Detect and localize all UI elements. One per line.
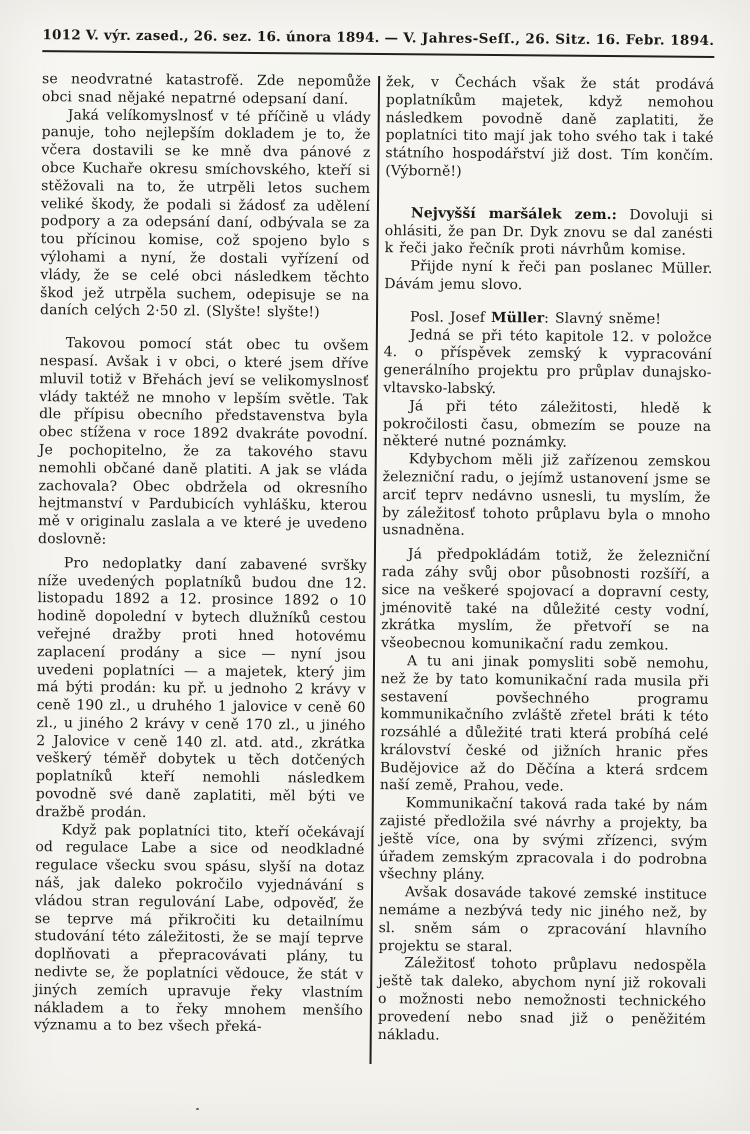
paragraph-text: Dovoluji si ohlásiti, že pan Dr. Dyk znovu se dal zanésti k řeči jako řečník proti návrhům komise.	[385, 207, 713, 259]
speaker-name: Müller	[491, 310, 544, 326]
paragraph-text: Jaká velíkomyslnosť v té příčině u vlády panuje, toho nejlepším dokladem je to, že včera dostavili se ke mně dva pánové z obce Kuchaře okresu smíchovského, kteří si stěžovali na to, že utrpěli letos suchem veliké škody, že podali si žádosť za udělení podpory a za odepsání daní, odbývala se za tou přícinou komise, což spojeno bylo s výlohami a nyní, že dostali vyřízení od vlády, že se celé obci následkem těchto škod jež utrpěla suchem, odepisuje se na daních celých 2·50 zl. (Slyšte! slyšte!)	[40, 107, 371, 321]
scan-speck	[196, 1108, 199, 1110]
left-column	[34, 71, 371, 1038]
paragraph-text: Kdybychom měli již zařízenou zemskou železniční radu, o jejímž ustanovení jsme se arciť teprv nedávno usnesli, tu myslím, že by záležitosť tohoto průplavu byla o mnoho usnadněna.	[382, 451, 711, 539]
header-dash: —	[384, 30, 398, 46]
paragraph	[34, 822, 365, 1038]
paragraph	[38, 335, 369, 551]
paragraph-text: Kommunikační taková rada také by nám zajisté předložila své návrhy a projekty, ba ještě více, ona by svými zřízenci, svým úřadem zemským zpracovala i do podrobna všechny plány.	[379, 796, 708, 884]
paragraph-text: Takovou pomocí stát obec tu ovšem nespasí. Avšak i v obci, o které jsem dříve mluvil totiž v Břehách jeví se velikomyslnosť vlády taktéž ne mnoho v lepším světle. Tak dle přípisu obecního představenstva byla obec stížena v roce 1892 dvakráte povodní. Je pochopitelno, že za takového stavu nemohli občané daně platiti. A jak se vláda zachovala? Obec obdržela od okresního hejtmanství v Pardubicích vyhlášku, kterou mě v originalu zaslala a ve které je uvedeno doslovně:	[38, 335, 369, 547]
page-number: 1012	[42, 27, 81, 43]
paragraph-text: Posl. Josef	[410, 309, 491, 326]
paragraph	[378, 884, 707, 958]
paragraph-text: Já při této záležitosti, hledě k pokročilosti času, obmezím se pouze na některé nutné poznámky.	[383, 398, 711, 451]
paragraph	[40, 107, 371, 323]
paragraph-text: žek, v Čechách však že stát prodává poplatníkům majetek, když nemohou následkem povodně daně zaplatiti, že poplatníci tito mají jak toho svého tak i také státního hospodářství již dost. Tím končím. (Výborně!)	[385, 74, 714, 180]
paragraph	[381, 546, 710, 656]
right-column	[378, 74, 714, 1047]
paragraph	[384, 258, 712, 296]
header-rule	[42, 50, 714, 58]
paragraph	[42, 71, 371, 109]
paragraph-text: Záležitosť tohoto průplavu nedospěla ještě tak daleko, abychom nyní již rokovali o možnosti nebo nemožnosti technického provedení nebo snad již o peněžitém nákladu.	[378, 956, 707, 1043]
page-header	[42, 27, 714, 49]
paragraph-text: Avšak dosaváde takové zemské instituce nemáme a nezbývá tedy nic jiného než, by sl. sněm sám o zpracování hlavního projektu se staral.	[378, 885, 707, 955]
speaker-name: Nejvyšší maršálek zem.:	[411, 205, 617, 223]
paragraph	[382, 451, 711, 543]
paragraph	[383, 398, 711, 454]
paragraph-text: A tu ani jinak pomysliti sobě nemohu, než že by tato komunikační rada musila při sestavení povšechného programu kommunikačního zvláště zřetel bráti k této rozsáhlé a důležité trati která probíhá celé království české od jižních hranic přes Budějovice až do Děčína a která srdcem naší země, Prahou, vede.	[380, 653, 709, 795]
paragraph-text: Já předpokládám totiž, že železniční rada záhy svůj obor působnosti rozšíří, a sice na veškeré spojovací a dopravní cesty, jménovitě také na důležité cesty vodní, zkrátka myslím, že přetvoří se na všeobecnou komunikační radu zemkou.	[381, 546, 710, 653]
paragraph	[379, 795, 708, 887]
paragraph	[383, 327, 712, 401]
paragraph-text: Když pak poplatníci tito, kteří očekávají od regulace Labe a sice od neodkladné regulace všecku svou spásu, slyší na dotaz náš, jak daleko pokročilo vyjednávání s vládou stran regulování Labe, odpověď, že se teprve má přikročiti ku detailnímu studování této záležitosti, že se mají teprve doplňovati a přepracovávati plány, tu nedivte se, že poplatníci vědouce, že stát v jiných zemích upravuje řeky vlastním nákladem a to řeky mnohem menšího významu a to bez všech překá-	[34, 822, 365, 1036]
paragraph-text: se neodvratné katastrofě. Zde nepomůže obci snad nějaké nepatrné odepsaní daní.	[42, 71, 371, 107]
paragraph-text: Jedná se při této kapitole 12. v položce 4. o příspěvek zemský k vypracování generálního projektu pro průplav dunajsko-vltavsko-labský.	[383, 327, 712, 397]
paragraph	[36, 555, 367, 825]
paragraph	[378, 956, 707, 1048]
paragraph	[385, 74, 714, 184]
paragraph-text: Přijde nyní k řeči pan poslanec Müller. Dávám jemu slovo.	[384, 258, 712, 293]
paragraph	[385, 205, 713, 261]
paragraph-text: Pro nedoplatky daní zabavené svršky níže uvedených poplatníků budou dne 12. listopadu 1892 a 12. prosince 1892 o 10 hodině dopolední v bytech dlužníků cestou veřejné dražby proti hned hotovému zaplacení prodány a sice — nyní jsou uvedeni poplatníci — a majetek, který jim má býti prodán: ku př. u jednoho 2 krávy v ceně 190 zl., u druhého 1 jalovice v ceně 60 zl., u jiného 2 krávy v ceně 170 zl., u jiného 2 Jalovice v ceně 140 zl. atd. atd., zkrátka veškerý téměř dobytek u těch dotčených poplatníků kteří nemohli následkem povodně své daně zaplatiti, měl býti ve dražbě prodán.	[36, 555, 367, 821]
paragraph	[380, 653, 709, 798]
paragraph-text: : Slavný sněme!	[544, 310, 661, 327]
header-session-czech: V. výr. zased., 26. sez. 16. února 1894.	[86, 27, 380, 46]
header-session-german: V. Jahres-Seſſ., 26. Sitz. 16. Febr. 1894.	[403, 30, 714, 49]
